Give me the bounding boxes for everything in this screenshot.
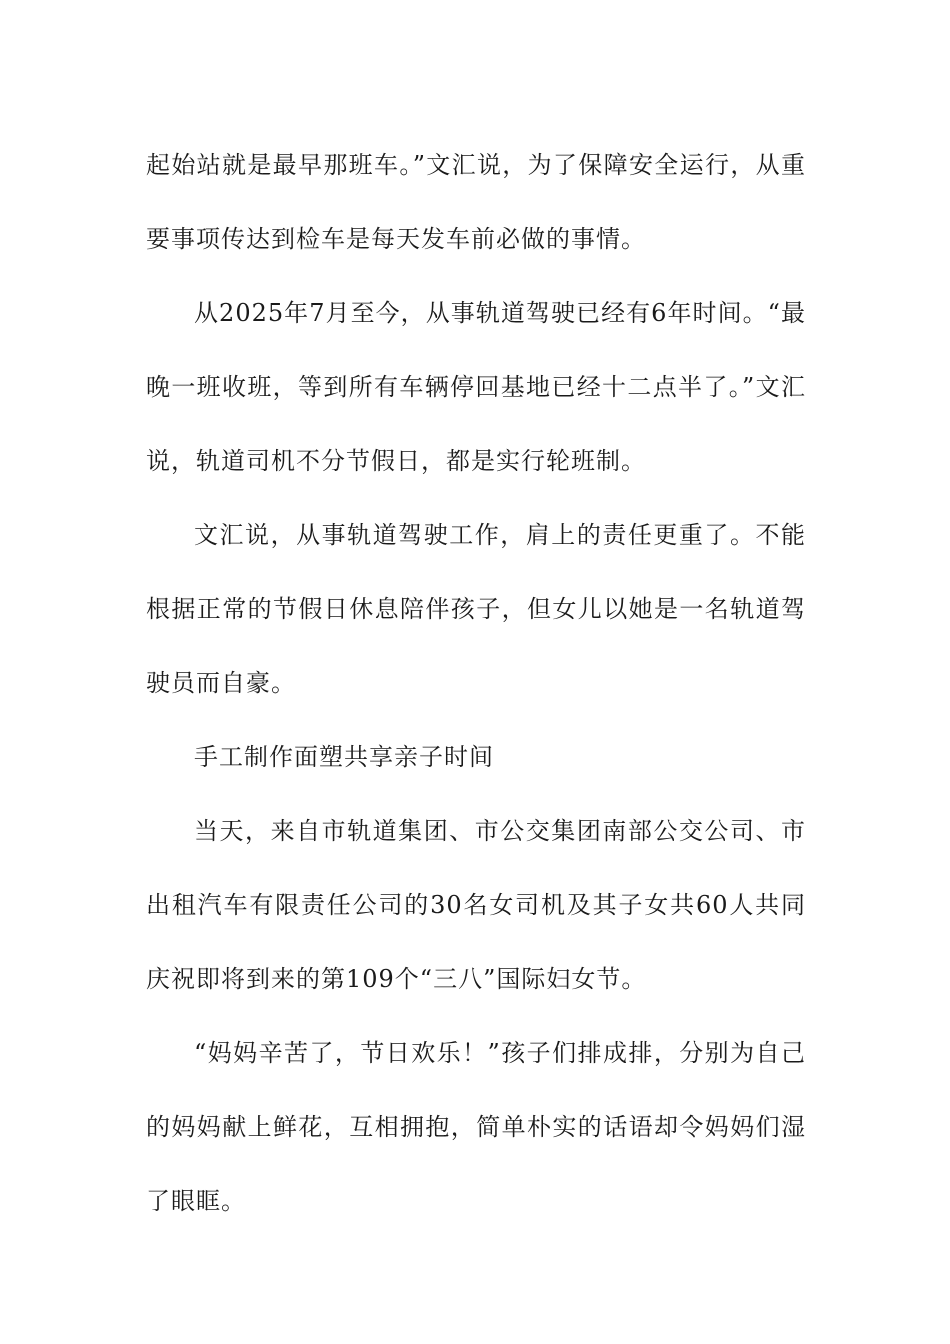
article-body — [146, 128, 806, 1238]
paragraph-event: 当天，来自市轨道集团、市公交集团南部公交公司、市出租汽车有限责任公司的30名女司机及其子女共60人共同庆祝即将到来的第109个“三八”国际妇女节。 — [146, 817, 806, 993]
paragraph-continuation: 起始站就是最早那班车。”文汇说，为了保障安全运行，从重要事项传达到检车是每天发车前必做的事情。 — [146, 151, 806, 253]
paragraph-driving-years: 从2025年7月至今，从事轨道驾驶已经有6年时间。“最晚一班收班，等到所有车辆停回基地已经十二点半了。”文汇说，轨道司机不分节假日，都是实行轮班制。 — [146, 299, 806, 475]
section-heading: 手工制作面塑共享亲子时间 — [194, 743, 494, 771]
paragraph-children-greeting: “妈妈辛苦了，节日欢乐！”孩子们排成排，分别为自己的妈妈献上鲜花，互相拥抱，简单朴实的话语却令妈妈们湿了眼眶。 — [146, 1039, 806, 1215]
paragraph-responsibility: 文汇说，从事轨道驾驶工作，肩上的责任更重了。不能根据正常的节假日休息陪伴孩子，但女儿以她是一名轨道驾驶员而自豪。 — [146, 521, 806, 697]
